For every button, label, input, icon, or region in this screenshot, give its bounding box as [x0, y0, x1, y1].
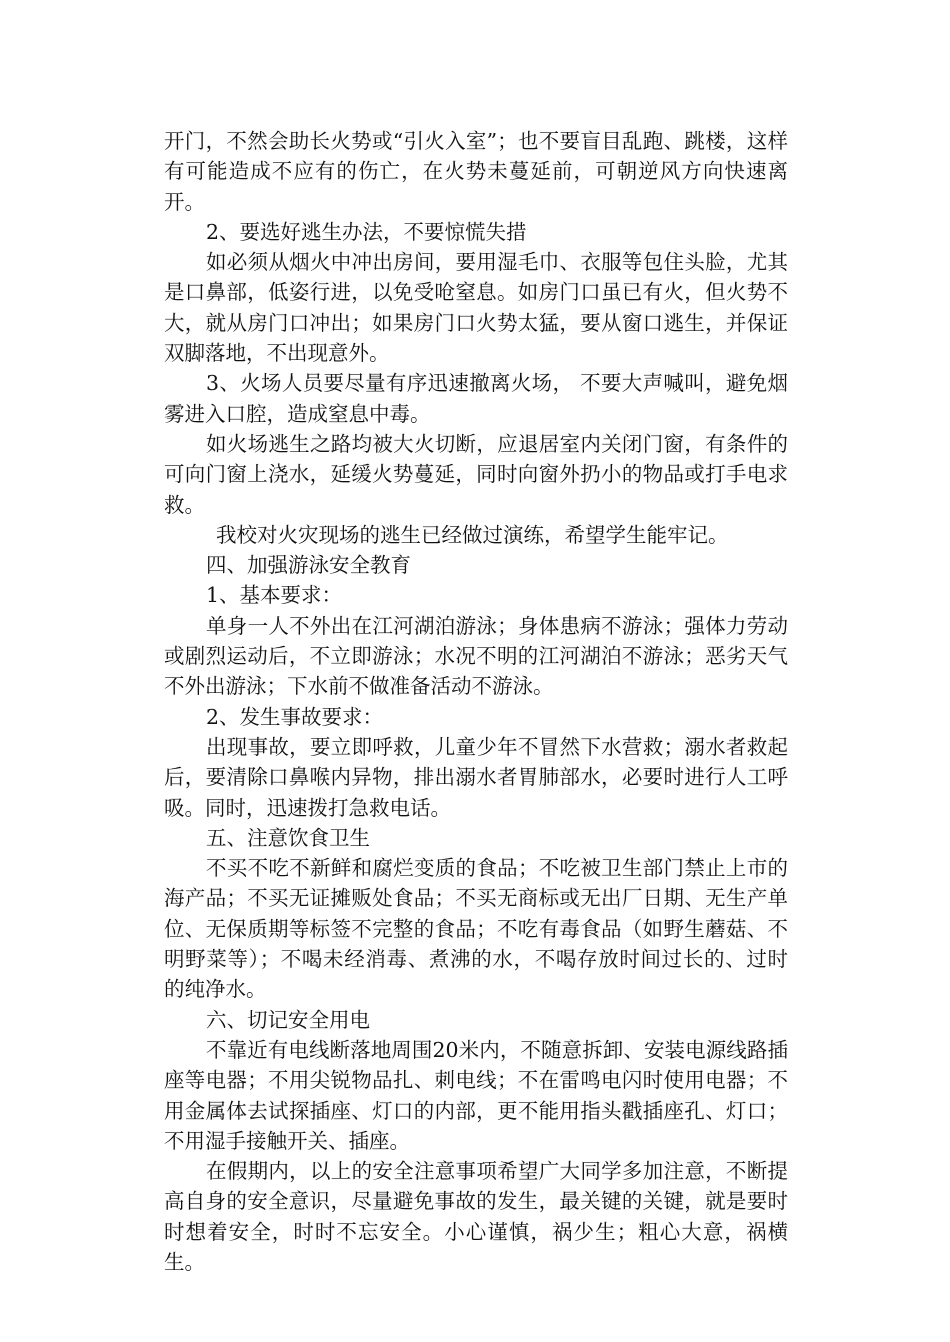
paragraph-swimming-rules: 单身一人不外出在江河湖泊游泳；身体患病不游泳；强体力劳动或剧烈运动后，不立即游泳；水况不明的江河湖泊不游泳；恶劣天气不外出游泳；下水前不做准备活动不游泳。 [164, 613, 788, 699]
paragraph-orderly-evacuation: 3、火场人员要尽量有序迅速撤离火场， 不要大声喊叫，避免烟雾进入口腔，造成窒息中毒。 [164, 371, 788, 426]
section-heading-electrical-safety: 六、切记安全用电 [206, 1007, 370, 1032]
section-heading-food-hygiene: 五、注意饮食卫生 [206, 825, 370, 850]
paragraph-smoke-escape: 如必须从烟火中冲出房间，要用湿毛巾、衣服等包住头脸，尤其是口鼻部，低姿行进，以免受呛窒息。如房门口虽已有火，但火势不大，就从房门口冲出；如果房门口火势太猛，要从窗口逃生，并保证双脚落地，不出现意外。 [164, 250, 788, 366]
paragraph-continuation: 开门，不然会助长火势或“引火入室”；也不要盲目乱跑、跳楼，这样有可能造成不应有的伤亡，在火势未蔓延前，可朝逆风方向快速离开。 [164, 129, 788, 214]
document-page [164, 126, 788, 1277]
paragraph-electrical-rules: 不靠近有电线断落地周围20米内，不随意拆卸、安装电源线路插座等电器；不用尖锐物品扎、刺电线；不在雷鸣电闪时使用电器；不用金属体去试探插座、灯口的内部，更不能用指头戳插座孔、灯口；不用湿手接触开关、插座。 [164, 1037, 788, 1153]
subheading-basic-requirements: 1、基本要求： [206, 583, 343, 608]
paragraph-escape-cut-off: 如火场逃生之路均被大火切断，应退居室内关闭门窗，有条件的可向门窗上浇水，延缓火势蔓延，同时向窗外扔小的物品或打手电求救。 [164, 431, 788, 517]
paragraph-accident-response: 出现事故，要立即呼救，儿童少年不冒然下水营救；溺水者救起后，要清除口鼻喉内异物，排出溺水者胃肺部水，必要时进行人工呼吸。同时，迅速拨打急救电话。 [164, 734, 788, 820]
paragraph-closing-remarks: 在假期内，以上的安全注意事项希望广大同学多加注意，不断提高自身的安全意识，尽量避免事故的发生，最关键的关键，就是要时时想着安全，时时不忘安全。小心谨慎，祸少生；粗心大意，祸横生。 [164, 1159, 788, 1274]
paragraph-food-rules: 不买不吃不新鲜和腐烂变质的食品；不吃被卫生部门禁止上市的海产品；不买无证摊贩处食品；不买无商标或无出厂日期、无生产单位、无保质期等标签不完整的食品；不吃有毒食品（如野生蘑菇、不明野菜等）；不喝未经消毒、煮沸的水，不喝存放时间过长的、过时的纯净水。 [164, 856, 788, 1002]
subheading-accident-requirements: 2、发生事故要求： [206, 704, 384, 729]
subheading-escape-method: 2、要选好逃生办法，不要惊慌失措 [206, 219, 527, 244]
section-heading-swimming: 四、加强游泳安全教育 [206, 553, 411, 578]
paragraph-drill-note: 我校对火灾现场的逃生已经做过演练，希望学生能牢记。 [216, 522, 729, 547]
